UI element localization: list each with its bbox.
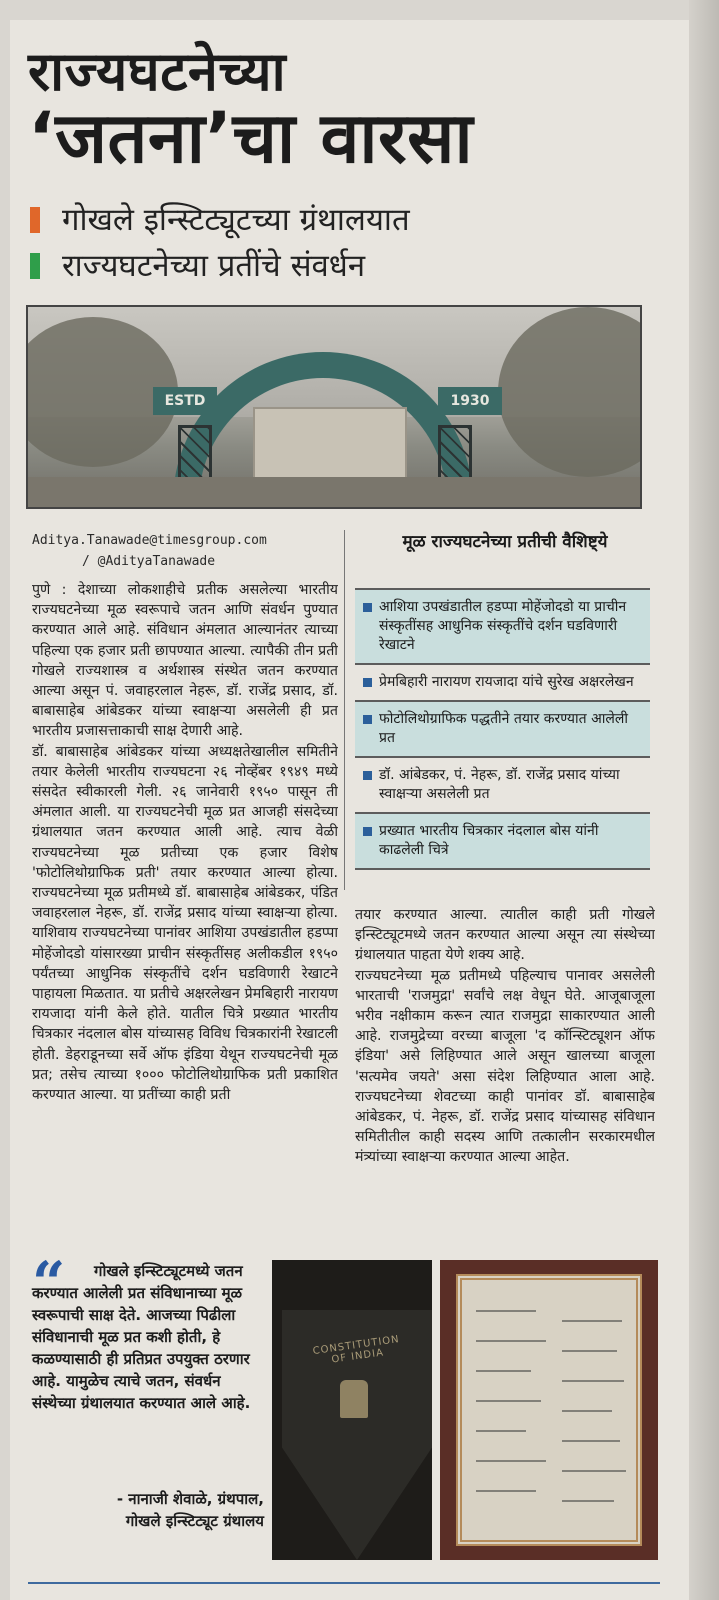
square-bullet-icon bbox=[363, 827, 372, 836]
article-column-2: तयार करण्यात आल्या. त्यातील काही प्रती गोखले इन्स्टिट्यूटमध्ये जतन करण्यात आल्या असून त्या संस्थेच्या ग्रंथालयात पाहता येणे शक्य आहे. राज्यघटनेच्या मूळ प्रतीमध्ये पहिल्याच पानावर असलेली भारताची 'राजमुद्रा' सर्वांचे लक्ष वेधून घेते. आजूबाजूला भरीव नक्षीकाम करून त्यात राजमुद्रा साकारण्यात आली आहे. राजमुद्रेच्या वरच्या बाजूला 'द कॉन्स्टिट्यूशन ऑफ इंडिया' असे लिहिण्यात आले असून खालच्या बाजूला 'सत्यमेव जयते' असा संदेश लिहिण्यात आला आहे. राज्यघटनेच्या शेवटच्या काही पानांवर डॉ. बाबासाहेब आंबेडकर, पं. नेहरू, डॉ. राजेंद्र प्रसाद यांच्यासह संविधान समितीतील काही सदस्य आणि तत्कालीन सरकारमधील मंत्र्यांच्या स्वाक्षऱ्या करण्यात आल्या आहेत. bbox=[355, 907, 655, 1166]
subhead-2 bbox=[30, 248, 365, 284]
quote-author bbox=[117, 1488, 264, 1532]
feature-item: प्रख्यात भारतीय चित्रकार नंदलाल बोस यांनी काढलेली चित्रे bbox=[355, 812, 650, 870]
quote-author-org: गोखले इन्स्टिट्यूट ग्रंथालय bbox=[125, 1512, 264, 1530]
footer-rule bbox=[28, 1582, 660, 1584]
feature-item: आशिया उपखंडातील हडप्पा मोहेंजोदडो या प्राचीन संस्कृतींसह आधुनिक संस्कृतींचे दर्शन घडविणारी रेखाटने bbox=[355, 588, 650, 663]
gate-notice-board bbox=[253, 407, 407, 481]
newspaper-page bbox=[10, 20, 700, 1600]
quote-author-name: - नानाजी शेवाळे, ग्रंथपाल, bbox=[116, 1490, 264, 1508]
square-bullet-icon bbox=[363, 771, 372, 780]
feature-item: फोटोलिथोग्राफिक पद्धतीने तयार करण्यात आलेली प्रत bbox=[355, 700, 650, 756]
feature-item: डॉ. आंबेडकर, पं. नेहरू, डॉ. राजेंद्र प्रसाद यांच्या स्वाक्षऱ्या असलेली प्रत bbox=[355, 756, 650, 812]
gate-year-tag: 1930 bbox=[438, 387, 502, 415]
signatures-page-photo bbox=[440, 1260, 658, 1560]
subhead-1 bbox=[30, 202, 410, 238]
byline-handle[interactable]: / @AdityaTanawade bbox=[82, 554, 216, 569]
cover-title: CONSTITUTION OF INDIA bbox=[312, 1334, 401, 1366]
article-column-1: पुणे : देशाच्या लोकशाहीचे प्रतीक असलेल्या भारतीय राज्यघटनेच्या मूळ स्वरूपाचे जतन आणि संवर्धन पुण्यात करण्यात आले आहे. संविधान अंमलात आल्यानंतर त्याच्या पहिल्या एक हजार प्रती छापण्यात आल्या. त्यापैकी तीन प्रती गोखले राज्यशास्त्र व अर्थशास्त्र संस्थेत जतन करण्यात आल्या असून पं. जवाहरलाल नेहरू, डॉ. राजेंद्र प्रसाद, डॉ. बाबासाहेब आंबेडकर यांच्या स्वाक्षऱ्या असलेली ही प्रत भारतीय प्रजासत्ताकाची साक्ष देणारी आहे. डॉ. बाबासाहेब आंबेडकर यांच्या अध्यक्षतेखालील समितीने तयार केलेली भारतीय राज्यघटना २६ नोव्हेंबर १९४९ मध्ये संसदेत स्वीकारली गेली. २६ जानेवारी १९५० पासून ती अंमलात आली. या राज्यघटनेची मूळ प्रत आजही संसदेच्या ग्रंथालयात जतन करण्यात आली आहे. त्याच वेळी राज्यघटनेच्या मूळ प्रतीच्या एक हजार विशेष 'फोटोलिथोग्राफिक प्रती' तयार करण्यात आल्या होत्या. राज्यघटनेच्या मूळ प्रतीमध्ये डॉ. बाबासाहेब आंबेडकर, पंडित जवाहरलाल नेहरू, डॉ. राजेंद्र प्रसाद यांच्या स्वाक्षऱ्या होत्या. याशिवाय राज्यघटनेच्या पानांवर आशिया उपखंडातील हडप्पा मोहेंजोदडो यांसारख्या प्राचीन संस्कृतींसह अलीकडील १९५० पर्यंतच्या आधुनिक संस्कृतींचे दर्शन घडविणारी रेखाटने पाहायला मिळतात. या प्रतीचे अक्षरलेखन प्रेमबिहारी नारायण रायजादा यांनी केले होते. यातील चित्रे प्रख्यात भारतीय चित्रकार नंदलाल बोस यांच्यासह विविध चित्रकारांनी रेखाटली होती. डेहराडूनच्या सर्वे ऑफ इंडिया येथून राज्यघटनेची मूळ प्रत; तसेच त्याच्या १००० फोटोलिथोग्राफिक प्रती प्रकाशित करण्यात आल्या. या प्रतींच्या काही प्रती bbox=[32, 582, 338, 1104]
headline-line-1: राज्यघटनेच्या bbox=[28, 40, 287, 103]
gate-estd-tag: ESTD bbox=[153, 387, 217, 415]
square-bullet-icon bbox=[363, 678, 372, 687]
subhead-1-text: गोखले इन्स्टिट्यूटच्या ग्रंथालयात bbox=[62, 202, 410, 238]
square-bullet-icon bbox=[363, 603, 372, 612]
headline-line-2: ‘जतना’चा वारसा bbox=[28, 97, 474, 179]
quote-mark-icon: “ bbox=[32, 1249, 66, 1317]
subhead-2-text: राज्यघटनेच्या प्रतींचे संवर्धन bbox=[62, 248, 366, 284]
pull-quote bbox=[32, 1249, 264, 1560]
quote-text: गोखले इन्स्टिट्यूटमध्ये जतन करण्यात आलेली प्रत संविधानाच्या मूळ स्वरूपाची साक्ष देते. आजच्या पिढीला संविधानाची मूळ प्रत कशी होती, हे कळण्यासाठी ही प्रतिप्रत उपयुक्त ठरणार आहे. यामुळेच त्याचे जतन, संवर्धन संस्थेच्या ग्रंथालयात करण्यात आले आहे. bbox=[32, 1262, 251, 1412]
square-bullet-icon bbox=[363, 715, 372, 724]
features-box-title: मूळ राज्यघटनेच्या प्रतीची वैशिष्ट्ये bbox=[402, 532, 608, 552]
column-divider bbox=[344, 530, 345, 890]
institute-gate-photo bbox=[26, 305, 642, 509]
byline bbox=[32, 530, 267, 572]
constitution-cover-photo bbox=[272, 1260, 432, 1560]
subhead-bullet-green bbox=[30, 253, 40, 279]
subhead-bullet-orange bbox=[30, 207, 40, 233]
features-list bbox=[355, 588, 650, 870]
byline-email[interactable]: Aditya.Tanawade@timesgroup.com bbox=[32, 533, 267, 548]
headline bbox=[28, 40, 474, 179]
feature-item: प्रेमबिहारी नारायण रायजादा यांचे सुरेख अक्षरलेखन bbox=[355, 663, 650, 700]
national-emblem-icon bbox=[340, 1380, 368, 1418]
